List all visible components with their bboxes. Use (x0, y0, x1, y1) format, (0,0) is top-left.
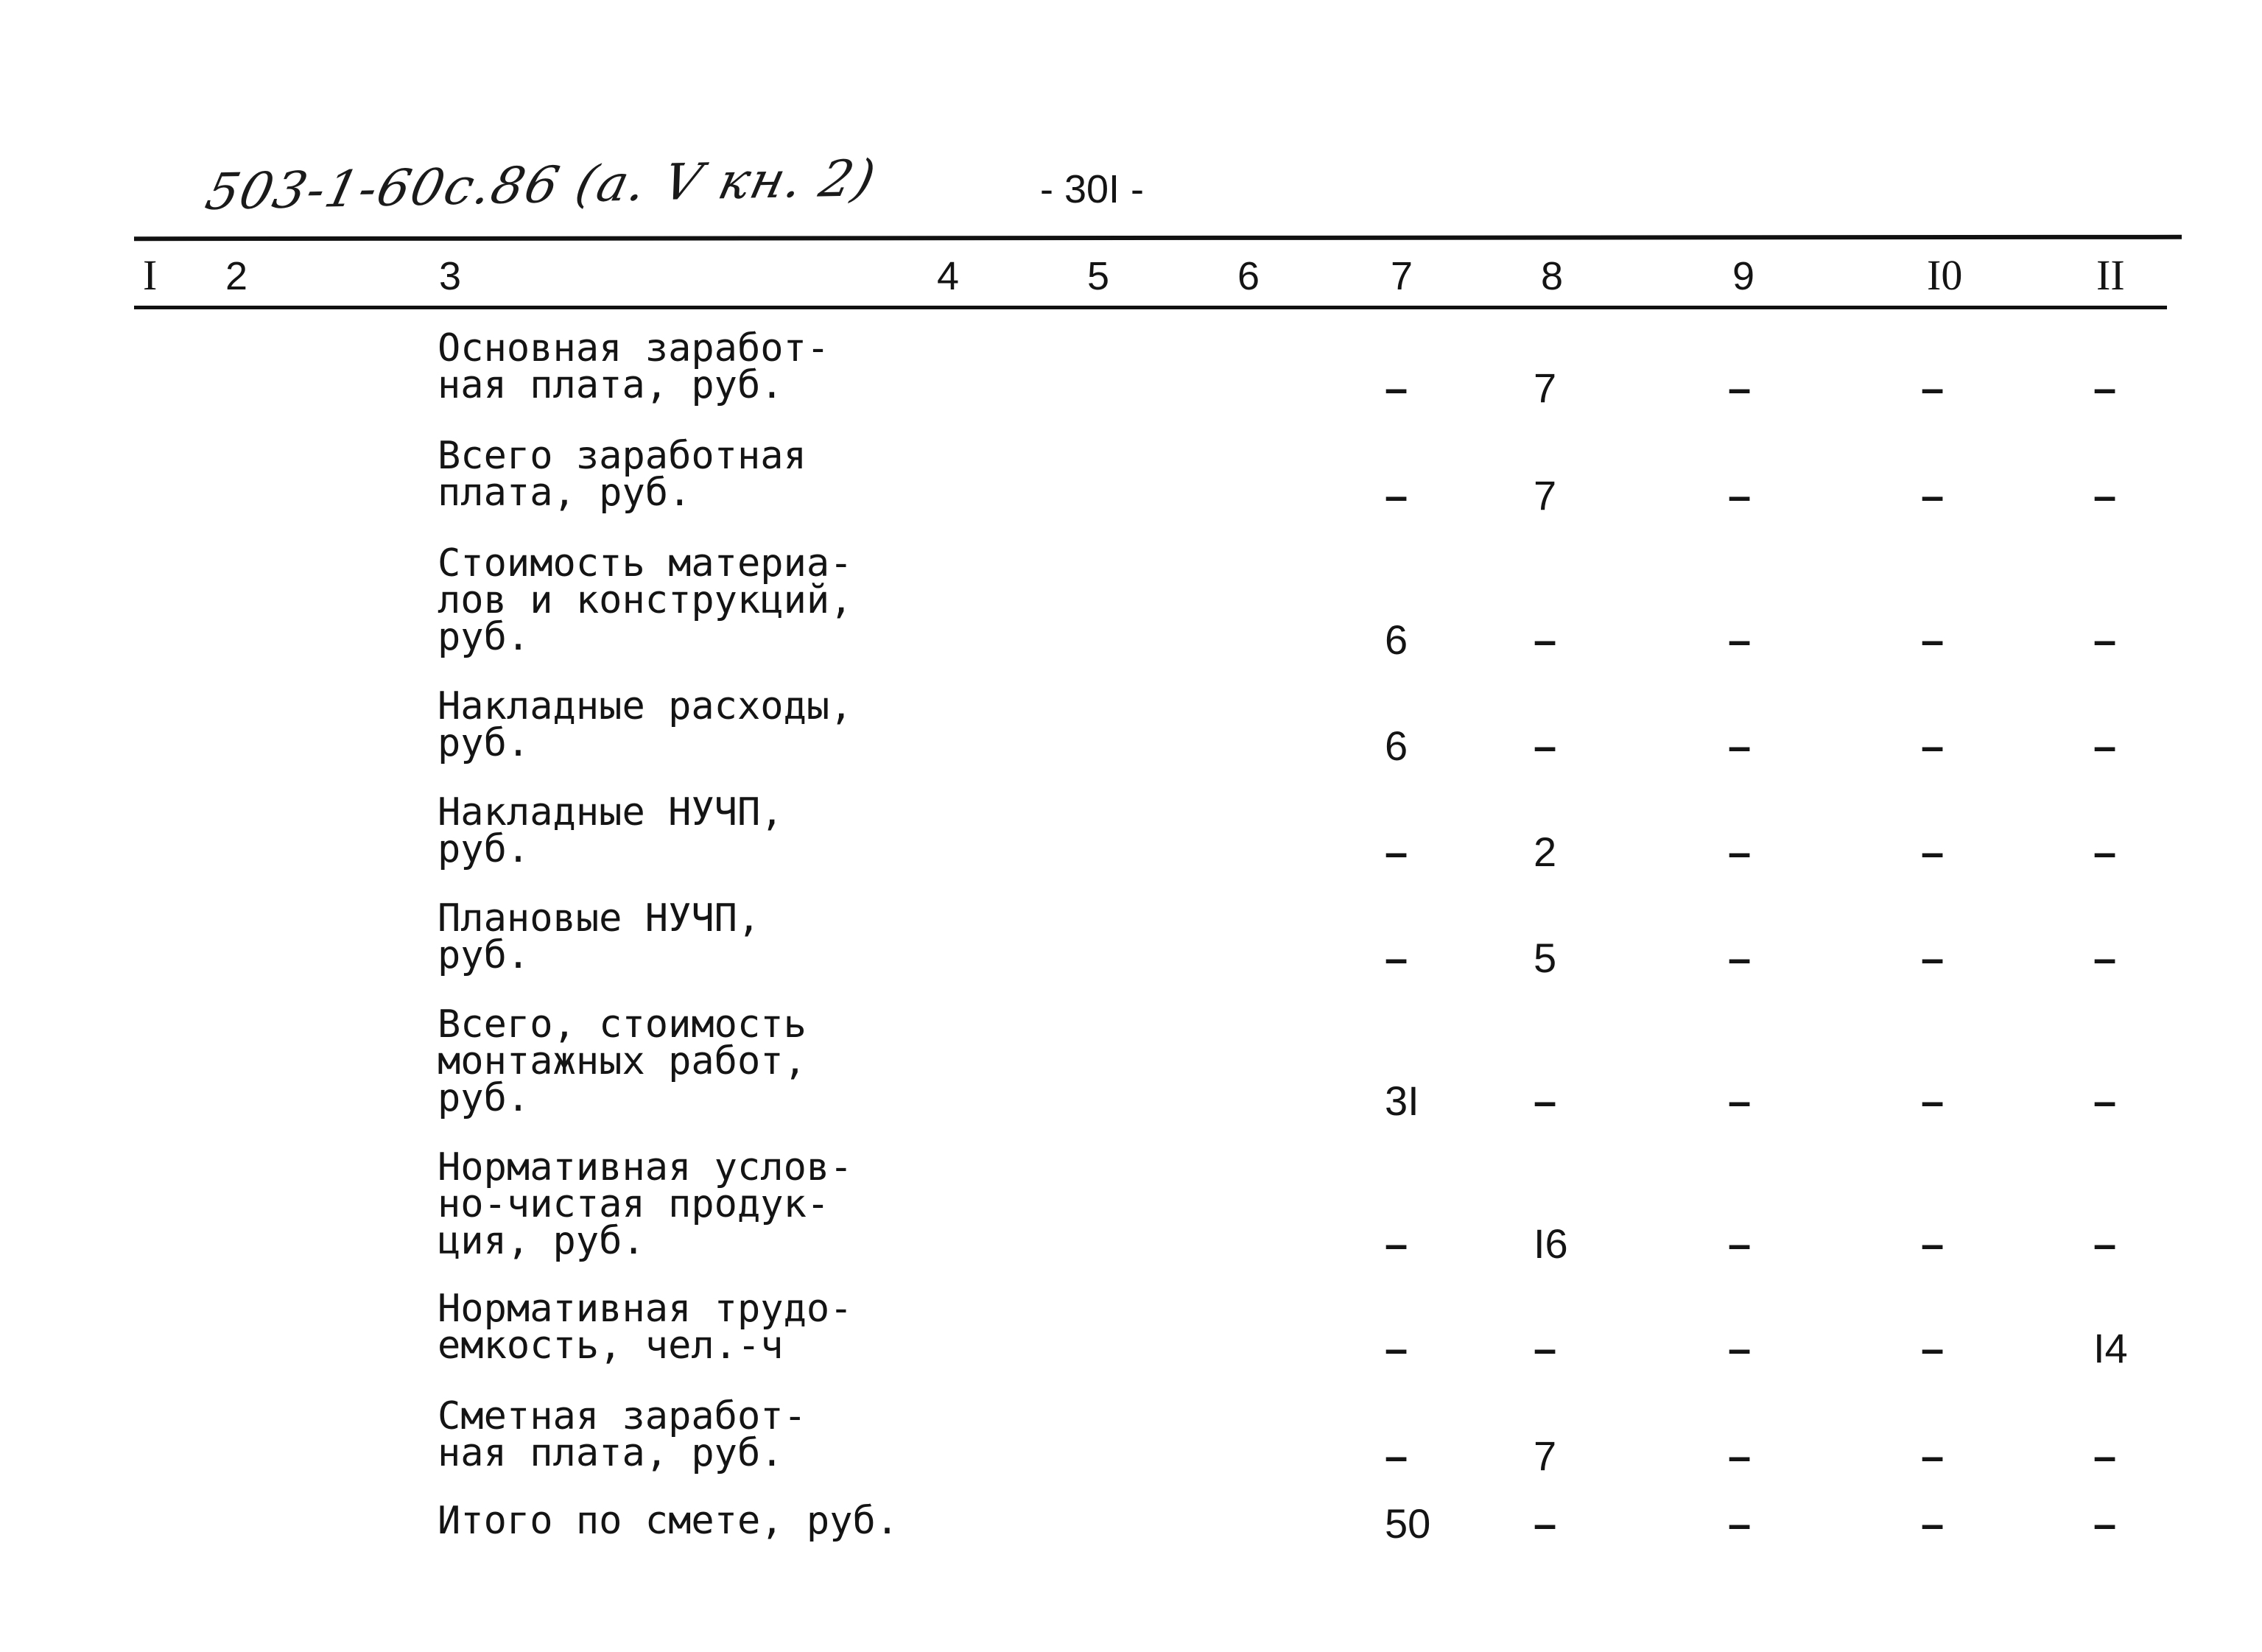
cell-col-7: 6 (1385, 723, 1408, 769)
cell-col-9: – (1728, 723, 1752, 769)
page-number: - 30I - (1040, 167, 1145, 211)
row-label-line: Стоимость материа- (438, 541, 853, 586)
row-label (438, 684, 853, 765)
cell-col-9: – (1728, 1433, 1752, 1479)
cell-col-8: 7 (1534, 472, 1557, 519)
column-header-5: 5 (1087, 254, 1110, 298)
cell-col-8: – (1534, 1078, 1557, 1124)
row-label-line: Основная заработ- (438, 326, 830, 370)
cell-col-10: – (1921, 472, 1945, 519)
cell-col-11: – (2093, 616, 2117, 663)
row-label-line: Нормативная трудо- (438, 1287, 853, 1331)
column-header-11: II (2096, 251, 2125, 299)
row-label-line: руб. (438, 615, 530, 659)
row-label-line: Всего, стоимость (438, 1002, 807, 1047)
cell-col-7: 3I (1385, 1078, 1419, 1124)
cell-col-8: – (1534, 723, 1557, 769)
cell-col-9: – (1728, 935, 1752, 981)
cell-col-8: – (1534, 1500, 1557, 1547)
cell-col-9: – (1728, 1500, 1752, 1547)
row-label-line: Итого по смете, руб. (438, 1499, 899, 1543)
cell-col-7: 6 (1385, 616, 1408, 663)
cell-col-11: – (2093, 472, 2117, 519)
cell-col-11: – (2093, 365, 2117, 411)
row-label (438, 326, 830, 407)
cell-col-10: – (1921, 365, 1945, 411)
row-label-line: Сметная заработ- (438, 1394, 807, 1438)
cell-col-11: – (2093, 829, 2117, 875)
row-label-line: руб. (438, 721, 530, 765)
cell-col-7: – (1385, 472, 1408, 519)
cell-col-8: I6 (1534, 1220, 1568, 1267)
row-label-line: руб. (438, 827, 530, 871)
cell-col-7: 50 (1385, 1500, 1431, 1547)
column-header-8: 8 (1541, 254, 1564, 298)
row-label (438, 434, 807, 515)
row-label-line: Накладные расходы, (438, 684, 853, 728)
cell-col-11: – (2093, 1078, 2117, 1124)
cell-col-8: 5 (1534, 935, 1557, 981)
column-header-6: 6 (1237, 254, 1260, 298)
row-label (438, 541, 853, 659)
cell-col-11: – (2093, 723, 2117, 769)
cell-col-7: – (1385, 829, 1408, 875)
row-label (438, 1002, 807, 1120)
cell-col-8: 2 (1534, 829, 1557, 875)
cell-col-11: – (2093, 935, 2117, 981)
cell-col-7: – (1385, 1433, 1408, 1479)
cell-col-10: – (1921, 723, 1945, 769)
cell-col-7: – (1385, 1220, 1408, 1267)
cell-col-11: – (2093, 1500, 2117, 1547)
column-header-7: 7 (1391, 254, 1413, 298)
row-label (438, 1287, 853, 1368)
cell-col-9: – (1728, 365, 1752, 411)
cell-col-8: 7 (1534, 1433, 1557, 1479)
cell-col-7: – (1385, 1325, 1408, 1371)
row-label-line: ция, руб. (438, 1219, 645, 1263)
row-label-line: емкость, чел.-ч (438, 1324, 784, 1368)
column-header-10: I0 (1927, 251, 1963, 299)
row-label (438, 790, 784, 871)
cell-col-9: – (1728, 1078, 1752, 1124)
column-header-4: 4 (937, 254, 960, 298)
cell-col-10: – (1921, 616, 1945, 663)
row-label (438, 896, 761, 977)
row-label-line: ная плата, руб. (438, 363, 784, 407)
cell-col-10: – (1921, 1325, 1945, 1371)
cell-col-10: – (1921, 1078, 1945, 1124)
cell-col-9: – (1728, 1220, 1752, 1267)
column-header-1: I (143, 251, 158, 299)
cell-col-10: – (1921, 1433, 1945, 1479)
cell-col-9: – (1728, 829, 1752, 875)
cell-col-11: – (2093, 1433, 2117, 1479)
row-label (438, 1394, 807, 1475)
column-header-9: 9 (1732, 254, 1755, 298)
cell-col-8: – (1534, 1325, 1557, 1371)
column-header-2: 2 (225, 254, 248, 298)
cell-col-8: – (1534, 616, 1557, 663)
top-rule (134, 235, 2182, 241)
column-header-3: 3 (439, 254, 462, 298)
row-label-line: плата, руб. (438, 471, 692, 515)
cell-col-9: – (1728, 1325, 1752, 1371)
row-label-line: Нормативная услов- (438, 1145, 853, 1189)
cell-col-11: I4 (2093, 1325, 2128, 1371)
cell-col-10: – (1921, 935, 1945, 981)
cell-col-9: – (1728, 472, 1752, 519)
cell-col-9: – (1728, 616, 1752, 663)
row-label-line: лов и конструкций, (438, 578, 853, 622)
cell-col-7: – (1385, 365, 1408, 411)
row-label (438, 1145, 853, 1263)
row-label-line: Накладные НУЧП, (438, 790, 784, 834)
row-label-line: но-чистая продук- (438, 1182, 830, 1226)
cell-col-7: – (1385, 935, 1408, 981)
cell-col-10: – (1921, 1500, 1945, 1547)
row-label-line: Всего заработная (438, 434, 807, 478)
cell-col-11: – (2093, 1220, 2117, 1267)
cell-col-10: – (1921, 829, 1945, 875)
row-label (438, 1499, 899, 1543)
cell-col-10: – (1921, 1220, 1945, 1267)
row-label-line: ная плата, руб. (438, 1431, 784, 1475)
row-label-line: руб. (438, 933, 530, 977)
cell-col-8: 7 (1534, 365, 1557, 411)
row-label-line: Плановые НУЧП, (438, 896, 761, 941)
row-label-line: руб. (438, 1076, 530, 1120)
row-label-line: монтажных работ, (438, 1039, 807, 1083)
header-rule (134, 306, 2167, 309)
handwritten-document-code: 503-1-60с.86 (а. V кн. 2) (200, 150, 882, 222)
